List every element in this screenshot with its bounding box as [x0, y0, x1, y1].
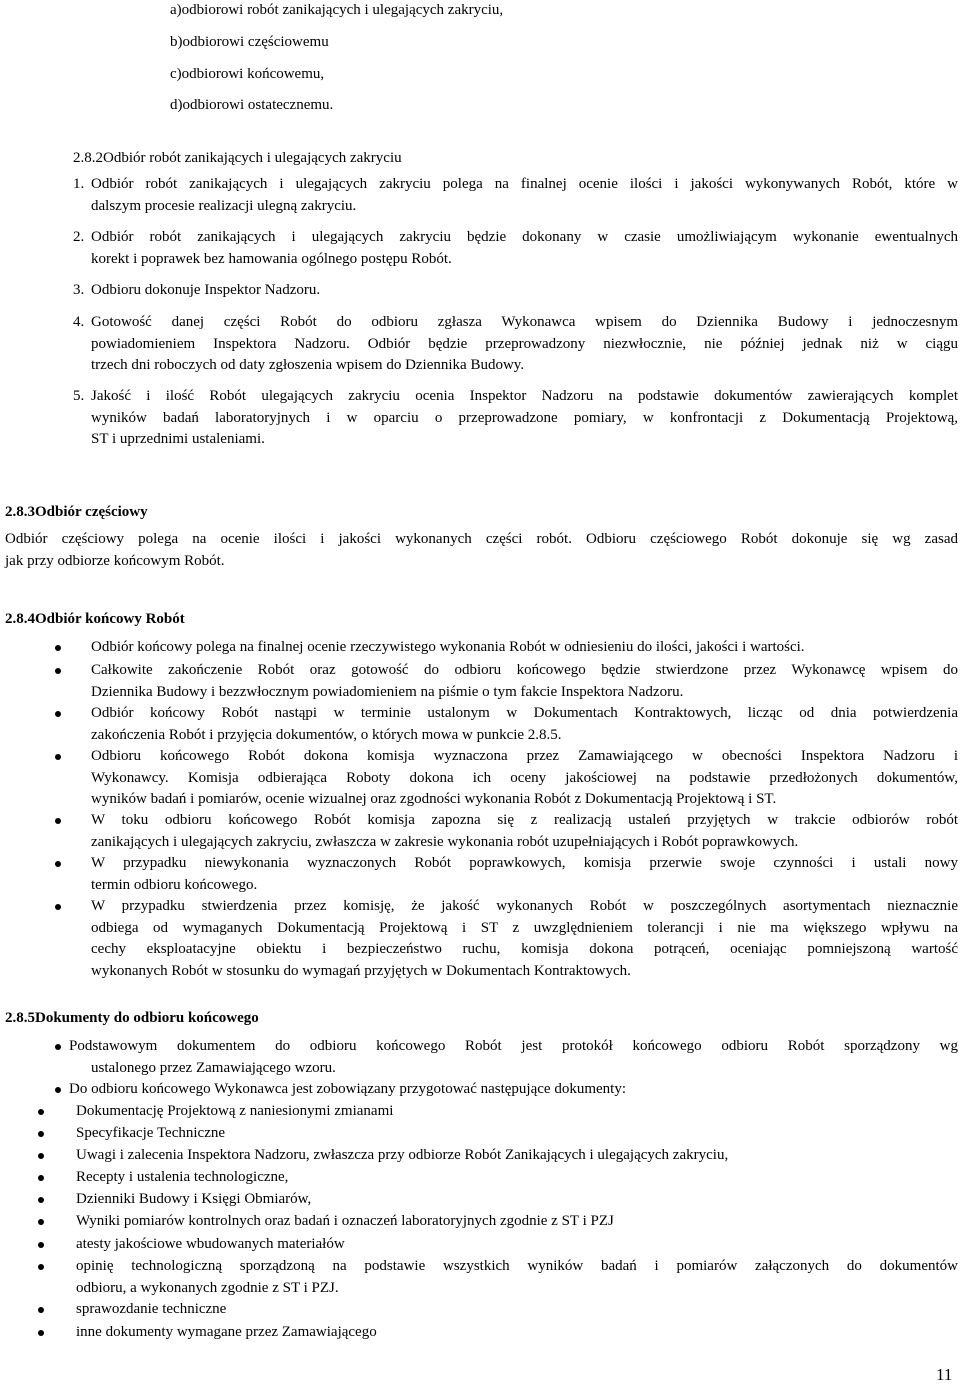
intro-item-a: a)odbiorowi robót zanikających i ulegających zakryciu,	[170, 2, 504, 18]
bullet-icon	[55, 1044, 61, 1050]
section-2-8-3-title: Odbiór częściowy	[35, 504, 148, 520]
intro-item-b: b)odbiorowi częściowemu	[170, 34, 329, 50]
item-5-number: 5.	[73, 388, 85, 404]
document-item: Specyfikacje Techniczne	[76, 1125, 226, 1141]
final-acceptance-bullet-4: Odbioru końcowego Robót dokona komisja wyznaczona przez Zamawiającego w obecności Inspektora Nadzoru i Wykonawcy. Komisja odbierająca Roboty dokona ich oceny jakościowej na podstawie przedłożonych dokumentów, wyników badań i pomiarów, ocenie wizualnej oraz zgodności wykonania Robót z Dokumentacją Projektową i ST.	[91, 748, 958, 807]
document-item: Dzienniki Budowy i Księgi Obmiarów,	[76, 1191, 312, 1207]
section-2-8-3-heading	[5, 502, 148, 524]
bullet-icon	[38, 1264, 44, 1270]
bullet-icon	[38, 1175, 44, 1181]
item-2-text: Odbiór robót zanikających i ulegających zakryciu będzie dokonany w czasie umożliwiającym wykonanie ewentualnych korekt i poprawek bez hamowania ogólnego postępu Robót.	[91, 229, 958, 267]
documents-bullet-1: Podstawowym dokumentem do odbioru końcowego Robót jest protokół końcowego odbioru Robót sporządzony wg ustalonego przez Zamawiającego wzoru.	[69, 1038, 958, 1076]
document-item: opinię technologiczną sporządzoną na podstawie wszystkich wyników badań i pomiarów załączonych do dokumentów odbioru, a wykonanych zgodnie z ST i PZJ.	[76, 1258, 958, 1296]
section-2-8-5-heading	[5, 1008, 259, 1030]
page-number: 11	[936, 1365, 953, 1384]
final-acceptance-bullet-2: Całkowite zakończenie Robót oraz gotowość do odbioru końcowego będzie stwierdzone przez Wykonawcę wpisem do Dziennika Budowy i bezzwłocznym powiadomieniem na piśmie o tym fakcie Inspektora Nadzoru.	[91, 662, 958, 700]
bullet-icon	[38, 1197, 44, 1203]
bullet-icon	[55, 1087, 61, 1093]
intro-item-d: d)odbiorowi ostatecznemu.	[170, 97, 334, 113]
item-2-number: 2.	[73, 229, 85, 245]
section-2-8-4-number: 2.8.4	[5, 611, 35, 627]
item-1-text: Odbiór robót zanikających i ulegających zakryciu polega na finalnej ocenie ilości i jakości wykonywanych Robót, które w dalszym procesie realizacji ulegną zakryciu.	[91, 176, 958, 214]
final-acceptance-bullet-1: Odbiór końcowy polega na finalnej ocenie rzeczywistego wykonania Robót w odniesieniu do ilości, jakości i wartości.	[91, 639, 805, 655]
section-2-8-3-text: Odbiór częściowy polega na ocenie ilości i jakości wykonanych części robót. Odbioru częściowego Robót dokonuje się wg zasad jak przy odbiorze końcowym Robót.	[5, 531, 958, 569]
section-2-8-3-number: 2.8.3	[5, 504, 35, 520]
item-1-number: 1.	[73, 176, 85, 192]
bullet-icon	[55, 904, 61, 910]
intro-item-c: c)odbiorowi końcowemu,	[170, 66, 325, 82]
bullet-icon	[38, 1131, 44, 1137]
document-item: atesty jakościowe wbudowanych materiałów	[76, 1236, 345, 1252]
documents-bullet-2: Do odbioru końcowego Wykonawca jest zobowiązany przygotować następujące dokumenty:	[69, 1081, 626, 1097]
document-item: Uwagi i zalecenia Inspektora Nadzoru, zwłaszcza przy odbiorze Robót Zanikających i ulegających zakryciu,	[76, 1147, 729, 1163]
document-item: sprawozdanie techniczne	[76, 1301, 227, 1317]
item-5-text: Jakość i ilość Robót ulegających zakryciu ocenia Inspektor Nadzoru na podstawie dokumentów zawierających komplet wyników badań laboratoryjnych i w oparciu o przeprowadzone pomiary, w konfrontacji z Dokumentacją Projektową, ST i uprzednimi ustaleniami.	[91, 388, 958, 447]
document-item: Wyniki pomiarów kontrolnych oraz badań i oznaczeń laboratoryjnych zgodnie z ST i PZJ	[76, 1213, 614, 1229]
section-2-8-4-heading	[5, 609, 185, 631]
item-3-text: Odbioru dokonuje Inspektor Nadzoru.	[91, 282, 321, 298]
document-item: Dokumentację Projektową z naniesionymi zmianami	[76, 1103, 394, 1119]
bullet-icon	[38, 1153, 44, 1159]
bullet-icon	[55, 754, 61, 760]
bullet-icon	[55, 861, 61, 867]
document-item: inne dokumenty wymagane przez Zamawiającego	[76, 1324, 377, 1340]
section-2-8-5-title: Dokumenty do odbioru końcowego	[35, 1010, 259, 1026]
bullet-icon	[55, 818, 61, 824]
bullet-icon	[38, 1242, 44, 1248]
item-3-number: 3.	[73, 282, 85, 298]
bullet-icon	[55, 645, 61, 651]
document-item: Recepty i ustalenia technologiczne,	[76, 1169, 289, 1185]
section-2-8-4-title: Odbiór końcowy Robót	[35, 611, 185, 627]
section-2-8-5-number: 2.8.5	[5, 1010, 35, 1026]
bullet-icon	[55, 711, 61, 717]
item-4-number: 4.	[73, 314, 85, 330]
final-acceptance-bullet-3: Odbiór końcowy Robót nastąpi w terminie ustalonym w Dokumentach Kontraktowych, licząc od dnia potwierdzenia zakończenia Robót i przyjęcia dokumentów, o których mowa w punkcie 2.8.5.	[91, 705, 958, 743]
bullet-icon	[38, 1109, 44, 1115]
final-acceptance-bullet-6: W przypadku niewykonania wyznaczonych Robót poprawkowych, komisja przerwie swoje czynności i ustali nowy termin odbioru końcowego.	[91, 855, 958, 893]
bullet-icon	[55, 668, 61, 674]
bullet-icon	[38, 1330, 44, 1336]
bullet-icon	[38, 1307, 44, 1313]
section-2-8-2-heading: 2.8.2Odbiór robót zanikających i ulegających zakryciu	[73, 150, 402, 166]
final-acceptance-bullet-7: W przypadku stwierdzenia przez komisję, że jakość wykonanych Robót w poszczególnych asortymentach nieznacznie odbiega od wymaganych Dokumentacją Projektową i ST z uwzględnieniem tolerancji i nie ma większego wpływu na cechy eksploatacyjne obiektu i bezpieczeństwo ruchu, komisja dokona potrąceń, oceniając pomniejszoną wartość wykonanych Robót w stosunku do wymagań przyjętych w Dokumentach Kontraktowych.	[91, 898, 958, 979]
final-acceptance-bullet-5: W toku odbioru końcowego Robót komisja zapozna się z realizacją ustaleń przyjętych w trakcie odbiorów robót zanikających i ulegających zakryciu, zwłaszcza w zakresie wykonania robót uzupełniających i Robót poprawkowych.	[91, 812, 958, 850]
bullet-icon	[38, 1219, 44, 1225]
item-4-text: Gotowość danej części Robót do odbioru zgłasza Wykonawca wpisem do Dziennika Budowy i jednoczesnym powiadomieniem Inspektora Nadzoru. Odbiór będzie przeprowadzony niezwłocznie, nie później jednak niż w ciągu trzech dni roboczych od daty zgłoszenia wpisem do Dziennika Budowy.	[91, 314, 958, 373]
